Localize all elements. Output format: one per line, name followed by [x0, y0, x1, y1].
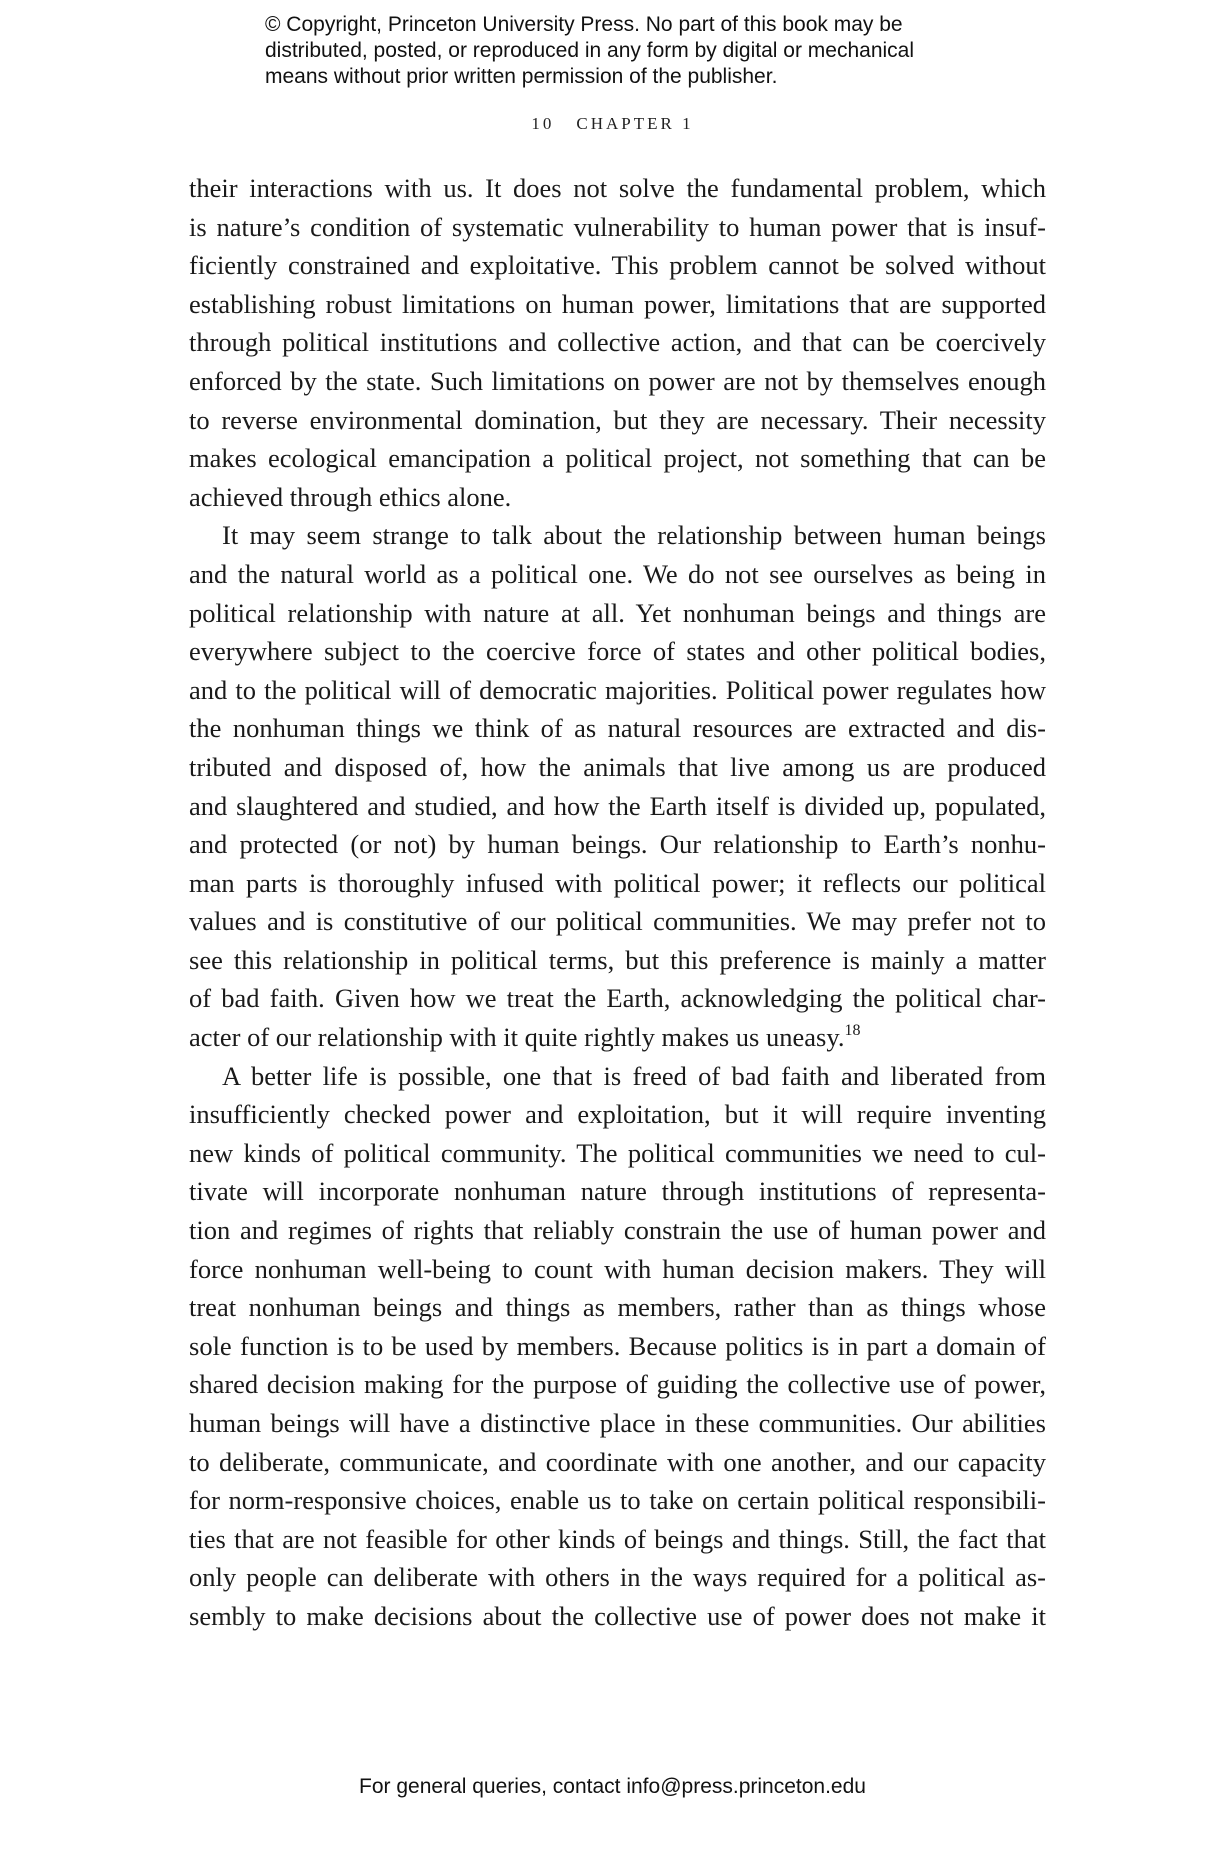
text-line: enforced by the state. Such limitations on power are not by themselves enough: [189, 365, 1046, 396]
text-line: and to the political will of democratic majorities. Political power regulates how: [189, 674, 1046, 705]
text-line: to reverse environmental domination, but they are necessary. Their necessity: [189, 404, 1046, 435]
text-line: their interactions with us. It does not solve the fundamental problem, which: [189, 173, 1046, 203]
text-line: achieved through ethics alone.: [189, 481, 512, 512]
text-line: tributed and disposed of, how the animals that live among us are produced: [189, 751, 1046, 782]
copyright-line: means without prior written permission of the publisher.: [265, 65, 778, 88]
text-line: for norm-responsive choices, enable us to take on certain political responsibili-: [189, 1485, 1046, 1516]
text-line: sole function is to be used by members. Because politics is in part a domain of: [189, 1330, 1046, 1361]
copyright-line: distributed, posted, or reproduced in any form by digital or mechanical: [265, 39, 915, 62]
running-head: [0, 114, 1225, 134]
text-line: through political institutions and collective action, and that can be coercively: [189, 327, 1046, 358]
body-text: [189, 169, 1046, 1636]
text-line: only people can deliberate with others in the ways required for a political as-: [189, 1562, 1046, 1593]
text-line: to deliberate, communicate, and coordinate with one another, and our capacity: [189, 1446, 1046, 1477]
text-line: of bad faith. Given how we treat the Earth, acknowledging the political char-: [189, 983, 1046, 1014]
text-line: everywhere subject to the coercive force of states and other political bodies,: [189, 636, 1046, 667]
text-line: insufficiently checked power and exploitation, but it will require inventing: [189, 1099, 1046, 1130]
text-line: political relationship with nature at all. Yet nonhuman beings and things are: [189, 597, 1046, 628]
text-line: force nonhuman well-being to count with human decision makers. They will: [189, 1253, 1046, 1284]
copyright-notice: [265, 12, 985, 90]
text-line: see this relationship in political terms, but this preference is mainly a matter: [189, 944, 1046, 975]
text-line: ties that are not feasible for other kinds of beings and things. Still, the fact that: [189, 1523, 1046, 1554]
text-line: ficiently constrained and exploitative. This problem cannot be solved without: [189, 250, 1046, 281]
text-line: and slaughtered and studied, and how the Earth itself is divided up, populated,: [189, 790, 1046, 821]
text-line: man parts is thoroughly infused with political power; it reflects our political: [189, 867, 1046, 898]
text-line: tivate will incorporate nonhuman nature through institutions of representa-: [189, 1176, 1046, 1207]
copyright-line: © Copyright, Princeton University Press. No part of this book may be: [265, 13, 903, 36]
page-number: 10: [531, 114, 555, 133]
text-line: makes ecological emancipation a political project, not something that can be: [189, 443, 1046, 474]
footnote-marker: 18: [844, 1022, 861, 1040]
text-line: new kinds of political community. The political communities we need to cul-: [189, 1137, 1046, 1168]
footer-contact: For general queries, contact info@press.princeton.edu: [359, 1775, 866, 1798]
text-line: sembly to make decisions about the collective use of power does not make it: [189, 1600, 1046, 1631]
text-line: It may seem strange to talk about the relationship between human beings: [222, 520, 1046, 551]
text-line: treat nonhuman beings and things as members, rather than as things whose: [189, 1292, 1046, 1323]
chapter-label: CHAPTER 1: [576, 114, 694, 133]
text-line: establishing robust limitations on human power, limitations that are supported: [189, 288, 1046, 319]
text-line: shared decision making for the purpose of guiding the collective use of power,: [189, 1369, 1046, 1400]
text-line-with-note: [189, 1018, 1046, 1057]
text-line: human beings will have a distinctive place in these communities. Our abilities: [189, 1408, 1046, 1438]
text-line: A better life is possible, one that is freed of bad faith and liberated from: [222, 1060, 1046, 1091]
text-line: is nature’s condition of systematic vulnerability to human power that is insuf-: [189, 211, 1046, 242]
text-line: the nonhuman things we think of as natural resources are extracted and dis-: [189, 713, 1046, 744]
text-line: and the natural world as a political one. We do not see ourselves as being in: [189, 558, 1046, 589]
text-line: acter of our relationship with it quite rightly makes us uneasy.: [189, 1022, 845, 1053]
text-line: and protected (or not) by human beings. Our relationship to Earth’s nonhu-: [189, 829, 1046, 860]
text-line: values and is constitutive of our political communities. We may prefer not to: [189, 906, 1046, 937]
text-line: tion and regimes of rights that reliably constrain the use of human power and: [189, 1215, 1046, 1246]
